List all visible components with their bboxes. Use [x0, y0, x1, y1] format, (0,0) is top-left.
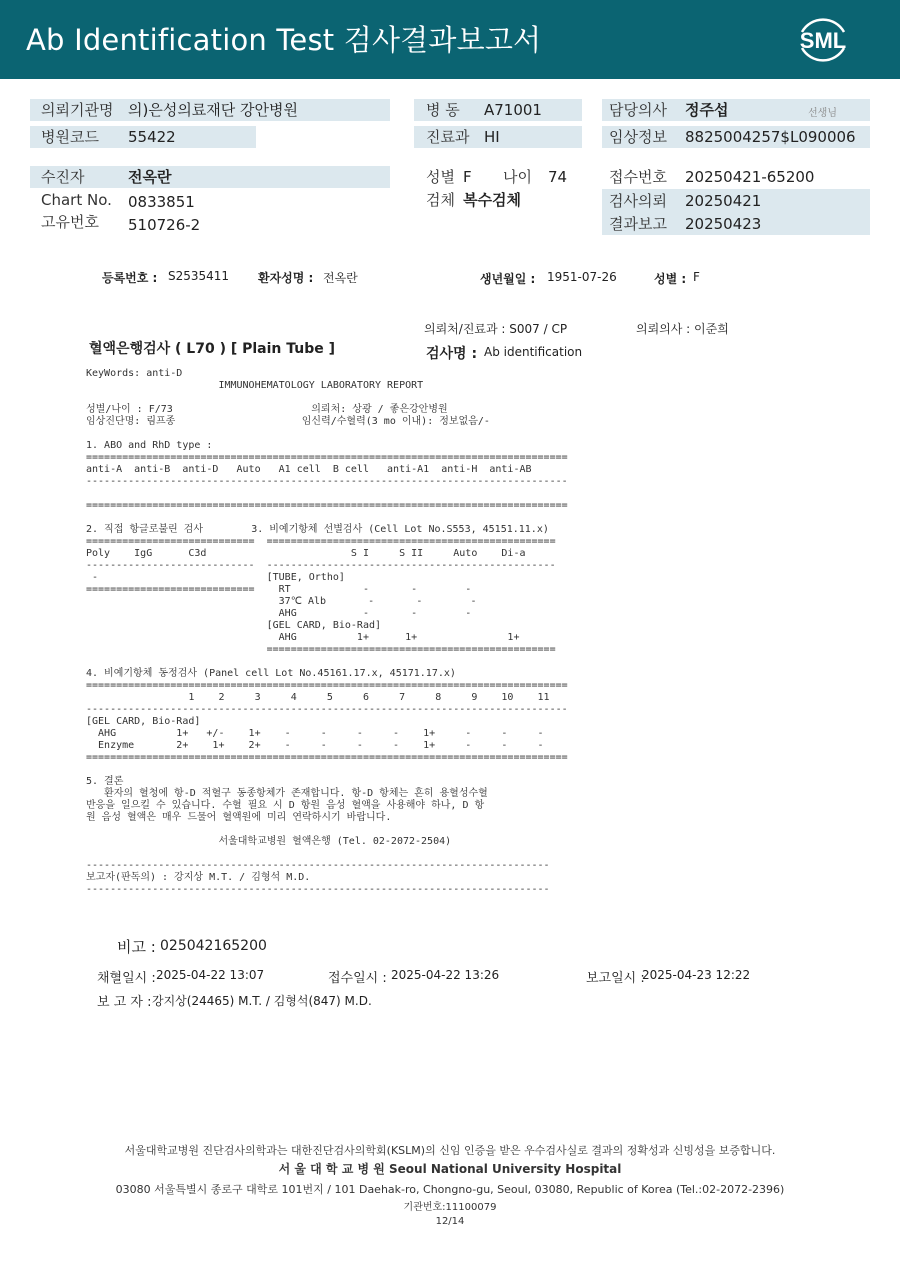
- lab-report-line: AHG 1+ +/- 1+ - - - - 1+ - - -: [86, 728, 544, 739]
- lab-report-line: ============================ RT - - -: [86, 584, 472, 595]
- age-label: 나이: [503, 168, 532, 186]
- dob-value: 1951-07-26: [547, 270, 617, 284]
- lab-report-line: ================================================================================: [86, 680, 568, 691]
- dob-label: 생년월일 :: [480, 272, 536, 286]
- sex-value: F: [463, 168, 472, 186]
- specimen-label: 검체: [426, 191, 455, 209]
- doctor-value: 정주섭: [685, 101, 729, 119]
- collect-label: 채혈일시 :: [97, 971, 156, 986]
- lab-report-line: [GEL CARD, Bio-Rad]: [86, 716, 201, 727]
- lab-report-line: -----------------------------------------------------------------------------: [86, 884, 550, 895]
- footer-certification: 서울대학교병원 진단검사의학과는 대한진단검사의학회(KSLM)의 신임 인증을 받은 우수검사실로 결과의 정확성과 신빙성을 보증합니다.: [124, 1144, 776, 1157]
- chart-value: 0833851: [128, 193, 195, 211]
- lab-report-line: Enzyme 2+ 1+ 2+ - - - - 1+ - - -: [86, 740, 544, 751]
- institution-value: 의)은성의료재단 강안병원: [128, 101, 299, 119]
- reg-value: S2535411: [168, 269, 230, 283]
- note-label: 비고 :: [117, 938, 156, 956]
- unique-no-label: 고유번호: [41, 213, 99, 231]
- ward-value: A71001: [484, 101, 542, 119]
- lab-report-line: 보고자(판독의) : 강지상 M.T. / 김형석 M.D.: [86, 872, 311, 883]
- collect-value: 2025-04-22 13:07: [156, 968, 265, 982]
- age-value: 74: [548, 168, 568, 186]
- page-number: 12/14: [435, 1216, 465, 1227]
- reporter-value: 강지상(24465) M.T. / 김형석(847) M.D.: [152, 994, 372, 1008]
- note-value: 025042165200: [160, 938, 267, 954]
- report-sex-label: 성별 :: [654, 272, 687, 286]
- lab-report-line: [GEL CARD, Bio-Rad]: [86, 620, 382, 631]
- lab-report-line: 4. 비예기항체 동정검사 (Panel cell Lot No.45161.17.x, 45171.17.x): [86, 668, 456, 679]
- lab-report-line: 1. ABO and RhD type :: [86, 440, 213, 451]
- clinic-line: 의뢰처/진료과 : S007 / CP: [424, 322, 568, 336]
- lab-report-line: AHG 1+ 1+ 1+: [86, 632, 520, 643]
- report-sex-value: F: [693, 270, 700, 284]
- request-date-value: 20250421: [685, 192, 762, 210]
- result-date-value: 20250423: [685, 215, 762, 233]
- unique-no-value: 510726-2: [128, 216, 201, 234]
- page-title: Ab Identification Test 검사결과보고서: [26, 23, 542, 57]
- lab-report-line: ============================ ================================================: [86, 536, 556, 547]
- footer-address: 03080 서울특별시 종로구 대학로 101번지 / 101 Daehak-ro, Chongno-gu, Seoul, 03080, Republic of Korea (Tel.:02-2072-2396): [115, 1183, 785, 1196]
- patient-name-value: 전옥란: [323, 271, 358, 285]
- test-section-title: 혈액은행검사 ( L70 ) [ Plain Tube ]: [89, 341, 336, 357]
- lab-report-line: 임상진단명: 림프종 임신력/수혈력(3 mo 이내): 정보없음/-: [86, 416, 490, 427]
- dept-value: HI: [484, 128, 500, 146]
- footer-org-no: 기관번호:11100079: [403, 1202, 497, 1213]
- result-date-label: 결과보고: [609, 215, 667, 233]
- lab-report-line: --------------------------------------------------------------------------------: [86, 476, 568, 487]
- sml-logo: [792, 12, 854, 68]
- requesting-doctor-line: 의뢰의사 : 이준희: [636, 322, 729, 336]
- receipt-time-label: 접수일시 :: [328, 971, 387, 986]
- receipt-no-value: 20250421-65200: [685, 168, 815, 186]
- lab-report-line: 서울대학교병원 혈액은행 (Tel. 02-2072-2504): [86, 836, 452, 847]
- lab-report-line: 5. 결론: [86, 776, 124, 787]
- ward-label: 병 동: [426, 101, 460, 119]
- lab-report-line: 반응을 일으킬 수 있습니다. 수혈 필요 시 D 항원 음성 혈액을 사용해야 하나, D 항: [86, 800, 485, 811]
- lab-report-line: ================================================================================: [86, 752, 568, 763]
- lab-report-line: AHG - - -: [86, 608, 472, 619]
- receipt-time-value: 2025-04-22 13:26: [391, 968, 500, 982]
- doctor-suffix: 선생님: [808, 108, 837, 119]
- footer-hospital: 서 울 대 학 교 병 원 Seoul National University Hospital: [278, 1162, 622, 1176]
- report-time-label: 보고일시 :: [586, 971, 645, 986]
- dept-label: 진료과: [426, 128, 470, 146]
- lab-report-line: 성별/나이 : F/73 의뢰처: 상광 / 좋은강안병원: [86, 404, 448, 415]
- lab-report-line: 1 2 3 4 5 6 7 8 9 10 11: [86, 692, 550, 703]
- patient-name-label: 환자성명 :: [258, 271, 314, 285]
- lab-report-line: 37℃ Alb - - -: [86, 596, 477, 607]
- sex-label: 성별: [426, 168, 455, 186]
- hospital-code-value: 55422: [128, 128, 176, 146]
- lab-report-line: - [TUBE, Ortho]: [86, 572, 345, 583]
- test-name-label: 검사명 :: [426, 346, 478, 362]
- lab-report-line: ================================================================================: [86, 452, 568, 463]
- chart-label: Chart No.: [41, 191, 112, 209]
- report-time-value: 2025-04-23 12:22: [642, 968, 751, 982]
- institution-label: 의뢰기관명: [41, 101, 114, 119]
- lab-report-line: 원 음성 혈액은 매우 드물어 혈액원에 미리 연락하시기 바랍니다.: [86, 812, 392, 823]
- reg-label: 등록번호 :: [102, 271, 158, 285]
- patient-value: 전옥란: [128, 168, 172, 186]
- lab-report-line: -----------------------------------------------------------------------------: [86, 860, 550, 871]
- lab-report-line: KeyWords: anti-D: [86, 368, 183, 379]
- lab-report-line: 2. 직접 항글로불린 검사 3. 비예기항체 선별검사 (Cell Lot No.S553, 45151.11.x): [86, 524, 549, 535]
- header-bar: [0, 0, 900, 79]
- logo-text: SML: [799, 28, 847, 53]
- reporter-label: 보 고 자 :: [97, 995, 152, 1010]
- patient-label: 수진자: [41, 168, 85, 186]
- lab-report-line: ---------------------------- ------------------------------------------------: [86, 560, 556, 571]
- test-name-value: Ab identification: [484, 345, 583, 359]
- lab-report-line: IMMUNOHEMATOLOGY LABORATORY REPORT: [86, 380, 424, 391]
- doctor-label: 담당의사: [609, 101, 667, 119]
- lab-report-line: Poly IgG C3d S I S II Auto Di-a: [86, 548, 526, 559]
- request-date-label: 검사의뢰: [609, 192, 667, 210]
- specimen-value: 복수검체: [463, 191, 521, 209]
- lab-report-line: ================================================================================: [86, 500, 568, 511]
- receipt-no-label: 접수번호: [609, 168, 667, 186]
- lab-report-line: anti-A anti-B anti-D Auto A1 cell B cell anti-A1 anti-H anti-AB: [86, 464, 532, 475]
- clinical-label: 임상정보: [609, 128, 667, 146]
- lab-report-line: 환자의 혈청에 항-D 적혈구 동종항체가 존재합니다. 항-D 항체는 흔히 용혈성수혈: [86, 788, 488, 799]
- hospital-code-label: 병원코드: [41, 128, 99, 146]
- lab-report-line: ================================================: [86, 644, 556, 655]
- lab-report-line: --------------------------------------------------------------------------------: [86, 704, 568, 715]
- clinical-value: 8825004257$L090006: [685, 128, 856, 146]
